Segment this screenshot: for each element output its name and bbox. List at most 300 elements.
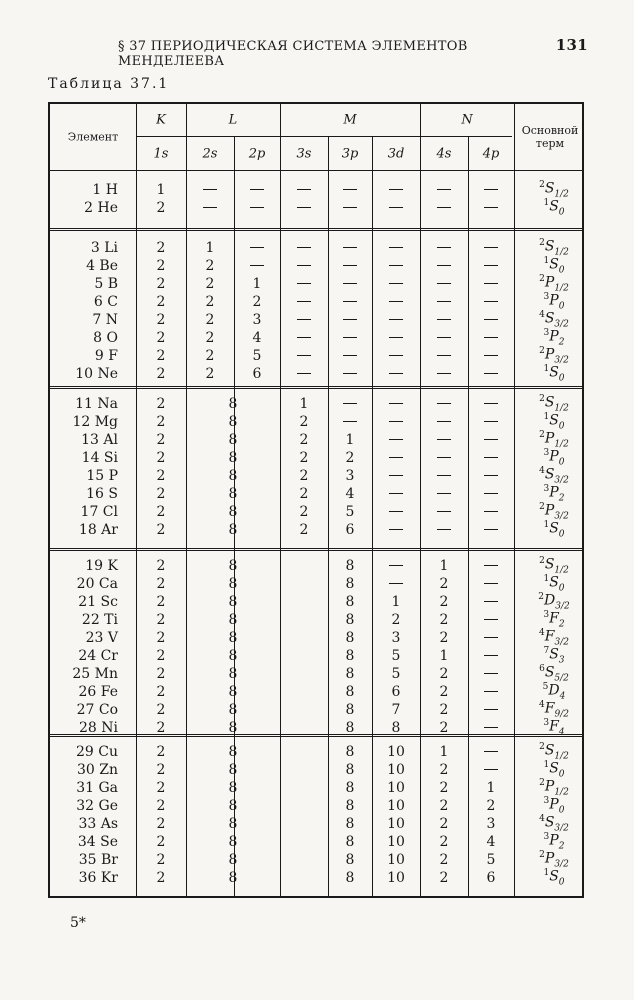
occupancy-cell xyxy=(476,720,506,736)
occupancy-cell xyxy=(476,366,506,382)
occupancy-cell xyxy=(381,200,411,216)
occupancy-cell xyxy=(429,276,459,292)
occupancy-cell xyxy=(242,200,272,216)
occupancy-cell xyxy=(381,240,411,256)
occupancy-cell xyxy=(476,684,506,700)
occupancy-cell xyxy=(335,330,365,346)
element-name: 3 Li xyxy=(90,240,118,256)
element-name: 14 Si xyxy=(81,450,118,466)
occupancy-cell xyxy=(381,450,411,466)
element-name: 20 Ca xyxy=(76,576,118,592)
empty-dash xyxy=(297,189,311,190)
empty-dash xyxy=(437,439,451,440)
table-row xyxy=(50,258,582,276)
occupancy-cell: 4 xyxy=(345,486,355,502)
occupancy-cell: 8 xyxy=(345,720,355,736)
empty-dash xyxy=(250,247,264,248)
empty-dash xyxy=(437,189,451,190)
ground-term: $^2S_{1/2}$ xyxy=(539,556,569,576)
element-name: 22 Ti xyxy=(81,612,118,628)
occupancy-cell: 2 xyxy=(156,258,166,274)
page-footer-mark: 5* xyxy=(70,915,86,931)
element-name: 21 Sc xyxy=(78,594,118,610)
occupancy-cell: 8 xyxy=(391,720,401,736)
occupancy-cell xyxy=(381,276,411,292)
ground-term: $^1S_0$ xyxy=(543,412,565,432)
empty-dash xyxy=(297,283,311,284)
element-name: 15 P xyxy=(86,468,118,484)
occupancy-cell xyxy=(476,432,506,448)
subshell-3s: 3s xyxy=(296,146,312,162)
empty-dash xyxy=(484,673,498,674)
ground-term: $^1S_0$ xyxy=(543,520,565,540)
occupancy-cell: 2 xyxy=(156,630,166,646)
empty-dash xyxy=(484,475,498,476)
subshell-2p: 2p xyxy=(248,146,266,162)
empty-dash xyxy=(297,373,311,374)
empty-dash xyxy=(389,283,403,284)
ground-term: $^2S_{1/2}$ xyxy=(539,238,569,258)
occupancy-cell: 2 xyxy=(156,780,166,796)
occupancy-cell: 4 xyxy=(486,834,496,850)
occupancy-cell: 1 xyxy=(439,648,449,664)
occupancy-cell: 2 xyxy=(299,468,309,484)
empty-dash xyxy=(343,421,357,422)
ground-term: $^3P_0$ xyxy=(543,292,565,312)
element-name: 35 Br xyxy=(78,852,118,868)
empty-dash xyxy=(297,337,311,338)
table-row xyxy=(50,852,582,870)
empty-dash xyxy=(484,439,498,440)
occupancy-cell: 2 xyxy=(156,576,166,592)
element-name: 10 Ne xyxy=(75,366,118,382)
empty-dash xyxy=(437,511,451,512)
occupancy-cell xyxy=(476,522,506,538)
table-row xyxy=(50,486,582,504)
occupancy-cell xyxy=(335,258,365,274)
empty-dash xyxy=(343,373,357,374)
occupancy-cell: 8 xyxy=(228,702,238,718)
occupancy-cell: 6 xyxy=(391,684,401,700)
occupancy-cell: 8 xyxy=(228,780,238,796)
ground-term: $^1S_0$ xyxy=(543,364,565,384)
element-name: 29 Cu xyxy=(76,744,118,760)
occupancy-cell: 2 xyxy=(299,504,309,520)
empty-dash xyxy=(389,475,403,476)
element-name: 33 As xyxy=(78,816,118,832)
empty-dash xyxy=(389,403,403,404)
occupancy-cell: 2 xyxy=(156,348,166,364)
occupancy-cell: 5 xyxy=(345,504,355,520)
occupancy-cell xyxy=(335,240,365,256)
empty-dash xyxy=(437,207,451,208)
occupancy-cell: 2 xyxy=(299,522,309,538)
occupancy-cell xyxy=(381,182,411,198)
empty-dash xyxy=(484,319,498,320)
occupancy-cell: 8 xyxy=(345,834,355,850)
empty-dash xyxy=(437,319,451,320)
occupancy-cell: 2 xyxy=(156,486,166,502)
table-row xyxy=(50,762,582,780)
occupancy-cell xyxy=(476,594,506,610)
occupancy-cell: 2 xyxy=(156,816,166,832)
occupancy-cell: 8 xyxy=(228,852,238,868)
occupancy-cell xyxy=(429,182,459,198)
empty-dash xyxy=(437,265,451,266)
occupancy-cell: 5 xyxy=(252,348,262,364)
table-row xyxy=(50,576,582,594)
empty-dash xyxy=(297,265,311,266)
table-row xyxy=(50,816,582,834)
empty-dash xyxy=(343,189,357,190)
empty-dash xyxy=(389,373,403,374)
ground-term: $^2P_{3/2}$ xyxy=(539,502,569,522)
shell-M: M xyxy=(343,112,357,128)
occupancy-cell: 2 xyxy=(156,648,166,664)
occupancy-cell xyxy=(476,468,506,484)
occupancy-cell xyxy=(476,648,506,664)
element-name: 30 Zn xyxy=(76,762,118,778)
occupancy-cell: 10 xyxy=(387,870,405,886)
occupancy-cell xyxy=(476,200,506,216)
occupancy-cell: 2 xyxy=(205,348,215,364)
occupancy-cell xyxy=(289,240,319,256)
shell-K: K xyxy=(156,112,166,128)
element-name: 19 K xyxy=(85,558,118,574)
occupancy-cell: 2 xyxy=(156,366,166,382)
empty-dash xyxy=(343,283,357,284)
occupancy-cell: 2 xyxy=(439,816,449,832)
group-separator xyxy=(50,386,582,389)
occupancy-cell xyxy=(381,258,411,274)
occupancy-cell xyxy=(429,240,459,256)
occupancy-cell: 3 xyxy=(345,468,355,484)
empty-dash xyxy=(389,355,403,356)
ground-term: $^6S_{5/2}$ xyxy=(539,664,569,684)
occupancy-cell xyxy=(335,294,365,310)
ground-term: $^2S_{1/2}$ xyxy=(539,180,569,200)
occupancy-cell: 2 xyxy=(439,594,449,610)
empty-dash xyxy=(484,637,498,638)
occupancy-cell: 2 xyxy=(439,684,449,700)
empty-dash xyxy=(437,403,451,404)
occupancy-cell xyxy=(429,468,459,484)
occupancy-cell xyxy=(476,486,506,502)
empty-dash xyxy=(484,373,498,374)
occupancy-cell: 8 xyxy=(345,744,355,760)
shell-L: L xyxy=(228,112,238,128)
ground-term: $^5D_4$ xyxy=(542,682,566,702)
occupancy-cell: 8 xyxy=(228,594,238,610)
occupancy-cell xyxy=(476,276,506,292)
occupancy-cell: 2 xyxy=(439,780,449,796)
empty-dash xyxy=(484,511,498,512)
occupancy-cell xyxy=(381,468,411,484)
occupancy-cell xyxy=(381,522,411,538)
empty-dash xyxy=(484,207,498,208)
empty-dash xyxy=(437,373,451,374)
table-row xyxy=(50,684,582,702)
group-separator xyxy=(50,228,582,231)
subshell-2s: 2s xyxy=(202,146,218,162)
table-row xyxy=(50,834,582,852)
occupancy-cell: 8 xyxy=(228,414,238,430)
occupancy-cell: 2 xyxy=(299,450,309,466)
occupancy-cell: 1 xyxy=(252,276,262,292)
ground-term: $^7S_3$ xyxy=(543,646,565,666)
occupancy-cell xyxy=(195,200,225,216)
empty-dash xyxy=(250,265,264,266)
occupancy-cell xyxy=(476,330,506,346)
occupancy-cell xyxy=(289,276,319,292)
occupancy-cell: 2 xyxy=(439,612,449,628)
occupancy-cell xyxy=(195,182,225,198)
element-name: 27 Co xyxy=(76,702,118,718)
subshell-1s: 1s xyxy=(153,146,169,162)
occupancy-cell xyxy=(381,396,411,412)
occupancy-cell xyxy=(429,366,459,382)
occupancy-cell xyxy=(476,396,506,412)
occupancy-cell: 2 xyxy=(156,558,166,574)
empty-dash xyxy=(389,265,403,266)
occupancy-cell: 10 xyxy=(387,834,405,850)
ground-term: $^4S_{3/2}$ xyxy=(539,466,569,486)
occupancy-cell: 8 xyxy=(345,594,355,610)
occupancy-cell: 8 xyxy=(228,468,238,484)
table-row xyxy=(50,294,582,312)
empty-dash xyxy=(389,565,403,566)
subshell-3d: 3d xyxy=(387,146,405,162)
occupancy-cell xyxy=(335,200,365,216)
occupancy-cell: 8 xyxy=(228,720,238,736)
empty-dash xyxy=(437,337,451,338)
empty-dash xyxy=(203,207,217,208)
empty-dash xyxy=(484,283,498,284)
occupancy-cell xyxy=(476,312,506,328)
empty-dash xyxy=(484,529,498,530)
empty-dash xyxy=(297,207,311,208)
occupancy-cell xyxy=(289,200,319,216)
occupancy-cell: 2 xyxy=(156,432,166,448)
element-name: 11 Na xyxy=(75,396,118,412)
occupancy-cell xyxy=(476,612,506,628)
occupancy-cell xyxy=(476,258,506,274)
element-name: 32 Ge xyxy=(76,798,118,814)
occupancy-cell: 2 xyxy=(156,450,166,466)
occupancy-cell: 2 xyxy=(439,798,449,814)
ground-term: $^1S_0$ xyxy=(543,256,565,276)
occupancy-cell: 2 xyxy=(439,630,449,646)
empty-dash xyxy=(437,475,451,476)
element-name: 2 He xyxy=(84,200,118,216)
table-row xyxy=(50,182,582,200)
occupancy-cell: 8 xyxy=(345,852,355,868)
element-name: 18 Ar xyxy=(78,522,118,538)
element-name: 24 Cr xyxy=(78,648,118,664)
page-number: 131 xyxy=(555,36,588,54)
occupancy-cell xyxy=(476,182,506,198)
ground-term: $^2S_{1/2}$ xyxy=(539,742,569,762)
table-row xyxy=(50,870,582,888)
occupancy-cell: 2 xyxy=(205,276,215,292)
occupancy-cell xyxy=(476,666,506,682)
empty-dash xyxy=(484,265,498,266)
element-name: 17 Cl xyxy=(80,504,118,520)
ground-term: $^2D_{3/2}$ xyxy=(538,592,570,612)
occupancy-cell: 8 xyxy=(228,648,238,664)
occupancy-cell: 8 xyxy=(228,834,238,850)
occupancy-cell: 8 xyxy=(345,702,355,718)
occupancy-cell xyxy=(476,576,506,592)
occupancy-cell: 2 xyxy=(439,576,449,592)
element-name: 25 Mn xyxy=(72,666,118,682)
occupancy-cell: 5 xyxy=(486,852,496,868)
occupancy-cell: 8 xyxy=(345,870,355,886)
header-rule xyxy=(50,170,582,171)
occupancy-cell: 2 xyxy=(156,852,166,868)
empty-dash xyxy=(484,727,498,728)
occupancy-cell: 2 xyxy=(156,834,166,850)
empty-dash xyxy=(343,247,357,248)
empty-dash xyxy=(484,301,498,302)
occupancy-cell: 8 xyxy=(228,798,238,814)
occupancy-cell: 1 xyxy=(345,432,355,448)
table-row xyxy=(50,744,582,762)
occupancy-cell: 8 xyxy=(345,648,355,664)
periodic-table xyxy=(48,102,584,898)
empty-dash xyxy=(250,207,264,208)
occupancy-cell xyxy=(476,702,506,718)
empty-dash xyxy=(484,691,498,692)
occupancy-cell xyxy=(289,258,319,274)
element-name: 7 N xyxy=(92,312,118,328)
occupancy-cell xyxy=(476,240,506,256)
occupancy-cell xyxy=(335,312,365,328)
occupancy-cell xyxy=(476,744,506,760)
element-name: 26 Fe xyxy=(78,684,118,700)
empty-dash xyxy=(437,529,451,530)
occupancy-cell: 6 xyxy=(345,522,355,538)
occupancy-cell xyxy=(476,348,506,364)
occupancy-cell xyxy=(242,240,272,256)
occupancy-cell: 8 xyxy=(228,744,238,760)
occupancy-cell: 2 xyxy=(205,258,215,274)
table-row xyxy=(50,780,582,798)
occupancy-cell xyxy=(429,348,459,364)
occupancy-cell xyxy=(429,432,459,448)
empty-dash xyxy=(437,301,451,302)
table-row xyxy=(50,522,582,540)
ground-term: $^2P_{1/2}$ xyxy=(539,274,569,294)
occupancy-cell: 2 xyxy=(156,276,166,292)
occupancy-cell xyxy=(381,486,411,502)
occupancy-cell: 2 xyxy=(156,240,166,256)
occupancy-cell xyxy=(335,396,365,412)
occupancy-cell xyxy=(429,522,459,538)
table-row xyxy=(50,450,582,468)
occupancy-cell xyxy=(429,450,459,466)
empty-dash xyxy=(389,493,403,494)
ground-term: $^2P_{3/2}$ xyxy=(539,850,569,870)
occupancy-cell: 2 xyxy=(156,720,166,736)
empty-dash xyxy=(389,301,403,302)
table-row xyxy=(50,666,582,684)
empty-dash xyxy=(484,709,498,710)
occupancy-cell xyxy=(476,414,506,430)
occupancy-cell: 10 xyxy=(387,816,405,832)
occupancy-cell: 8 xyxy=(345,612,355,628)
ground-term: $^3P_0$ xyxy=(543,448,565,468)
occupancy-cell: 8 xyxy=(228,684,238,700)
table-row xyxy=(50,720,582,738)
ground-term: $^2P_{3/2}$ xyxy=(539,346,569,366)
occupancy-cell xyxy=(381,366,411,382)
section-title: § 37 ПЕРИОДИЧЕСКАЯ СИСТЕМА ЭЛЕМЕНТОВ МЕНДЕЛЕЕВА xyxy=(118,39,468,69)
occupancy-cell: 10 xyxy=(387,852,405,868)
occupancy-cell xyxy=(289,182,319,198)
table-caption: Таблица 37.1 xyxy=(48,76,170,92)
occupancy-cell xyxy=(381,576,411,592)
occupancy-cell: 2 xyxy=(205,312,215,328)
occupancy-cell xyxy=(381,294,411,310)
occupancy-cell xyxy=(381,432,411,448)
table-row xyxy=(50,798,582,816)
occupancy-cell xyxy=(381,348,411,364)
ground-term: $^3P_2$ xyxy=(543,832,565,852)
occupancy-cell: 8 xyxy=(228,396,238,412)
occupancy-cell: 3 xyxy=(486,816,496,832)
header-rule xyxy=(136,136,512,137)
empty-dash xyxy=(389,189,403,190)
empty-dash xyxy=(437,355,451,356)
element-name: 36 Kr xyxy=(78,870,118,886)
empty-dash xyxy=(484,355,498,356)
table-row xyxy=(50,396,582,414)
occupancy-cell: 1 xyxy=(486,780,496,796)
occupancy-cell xyxy=(289,312,319,328)
occupancy-cell xyxy=(289,366,319,382)
occupancy-cell: 2 xyxy=(156,414,166,430)
element-name: 5 B xyxy=(94,276,118,292)
occupancy-cell xyxy=(381,312,411,328)
occupancy-cell: 2 xyxy=(156,468,166,484)
occupancy-cell xyxy=(381,558,411,574)
occupancy-cell: 2 xyxy=(156,870,166,886)
ground-term: $^1S_0$ xyxy=(543,574,565,594)
empty-dash xyxy=(484,189,498,190)
occupancy-cell: 8 xyxy=(228,666,238,682)
empty-dash xyxy=(484,655,498,656)
occupancy-cell: 2 xyxy=(439,702,449,718)
ground-term: $^1S_0$ xyxy=(543,868,565,888)
occupancy-cell: 8 xyxy=(228,762,238,778)
ground-term: $^3P_0$ xyxy=(543,796,565,816)
empty-dash xyxy=(250,189,264,190)
occupancy-cell: 2 xyxy=(439,762,449,778)
occupancy-cell: 1 xyxy=(439,744,449,760)
occupancy-cell xyxy=(476,450,506,466)
occupancy-cell: 2 xyxy=(439,834,449,850)
occupancy-cell: 1 xyxy=(391,594,401,610)
running-header xyxy=(118,36,588,69)
occupancy-cell: 8 xyxy=(228,558,238,574)
ground-term: $^2P_{1/2}$ xyxy=(539,430,569,450)
occupancy-cell xyxy=(381,330,411,346)
table-row xyxy=(50,558,582,576)
occupancy-cell xyxy=(429,414,459,430)
element-name: 31 Ga xyxy=(76,780,118,796)
table-row xyxy=(50,276,582,294)
